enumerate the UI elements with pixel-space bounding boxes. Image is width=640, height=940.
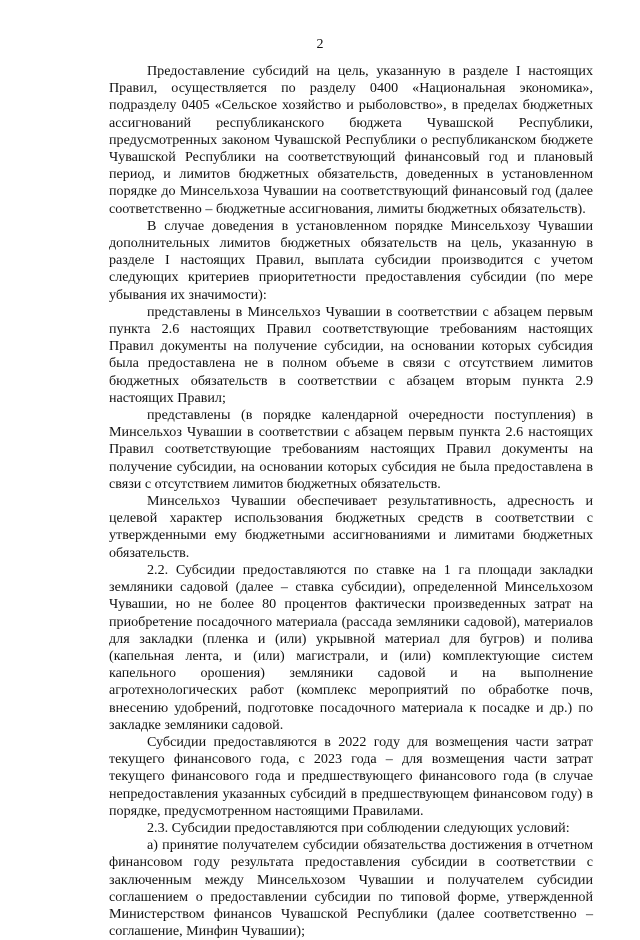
paragraph-priority-criterion-2: представлены (в порядке календарной очередности поступления) в Минсельхоз Чувашии в соответствии с абзацем первым пункта 2.6 настоящих Правил соответствующие требованиям настоящих Правил документы на получение субсидии, на основании которых субсидия не была предоставлена в связи с отсутствием лимитов бюджетных обязательств. [109, 407, 593, 492]
paragraph-additional-limits: В случае доведения в установленном порядке Минсельхозу Чувашии дополнительных лимитов бюджетных обязательств на цель, указанную в разделе I настоящих Правил, выплата субсидии производится с учетом следующих критериев приоритетности предоставления субсидии (по мере убывания их значимости): [109, 217, 593, 303]
paragraph-2-2-subsidy-rate: 2.2. Субсидии предоставляются по ставке на 1 га площади закладки земляники садовой (далее – ставка субсидии), определенной Минсельхозом Чувашии, но не более 80 процентов фактически произведенных затрат на приобретение посадочного материала (рассада земляники садовой), материалов для закладки (пленка и (или) укрывной материал для бугров) и полива (капельная лента, и (или) магистрали, и (или) комплектующие систем капельного орошения) земляники садовой и на выполнение агротехнологических работ (комплекс мероприятий по обработке почв, внесению удобрений, подготовке посадочного материала к посадке и др.) по закладке земляники садовой. [109, 561, 593, 733]
paragraph-priority-criterion-1: представлены в Минсельхоз Чувашии в соответствии с абзацем первым пункта 2.6 настоящих Правил соответствующие требованиям настоящих Правил документы на получение субсидии, на основании которых субсидия была предоставлена не в полном объеме в связи с отсутствием лимитов бюджетных обязательств в соответствии с абзацем вторым пункта 2.9 настоящих Правил; [109, 303, 593, 406]
paragraph-ministry-responsibility: Минсельхоз Чувашии обеспечивает результативность, адресность и целевой характер использования бюджетных средств в соответствии с утвержденными ему бюджетными ассигнованиями и лимитами бюджетных обязательств. [109, 493, 593, 561]
page-number: 2 [316, 37, 324, 52]
document-body [109, 63, 593, 940]
paragraph-subsidy-years: Субсидии предоставляются в 2022 году для возмещения части затрат текущего финансового года, с 2023 года – для возмещения части затрат текущего финансового года и предшествующего финансового года (в случае непредоставления указанных субсидий в предшествующем финансовом году) в порядке, предусмотренном настоящими Правилами. [109, 733, 593, 819]
paragraph-2-3-conditions: 2.3. Субсидии предоставляются при соблюдении следующих условий: [147, 819, 570, 836]
paragraph-subsidy-budget-section: Предоставление субсидий на цель, указанную в разделе I настоящих Правил, осуществляется по разделу 0400 «Национальная экономика», подразделу 0405 «Сельское хозяйство и рыболовство», в пределах бюджетных ассигнований республиканского бюджета Чувашской Республики, предусмотренных законом Чувашской Республики о республиканском бюджете Чувашской Республики на соответствующий финансовый год и плановый период, и лимитов бюджетных обязательств, доведенных в установленном порядке до Минсельхоза Чувашии на соответствующий финансовый год (далее соответственно – бюджетные ассигнования, лимиты бюджетных обязательств). [109, 63, 593, 217]
paragraph-condition-a: а) принятие получателем субсидии обязательства достижения в отчетном финансовом году результата предоставления субсидии в соответствии с заключенным между Минсельхозом Чувашии и получателем субсидии соглашением о предоставлении субсидии по типовой форме, утвержденной Министерством финансов Чувашской Республики (далее соответственно – соглашение, Минфин Чувашии); [109, 837, 593, 940]
